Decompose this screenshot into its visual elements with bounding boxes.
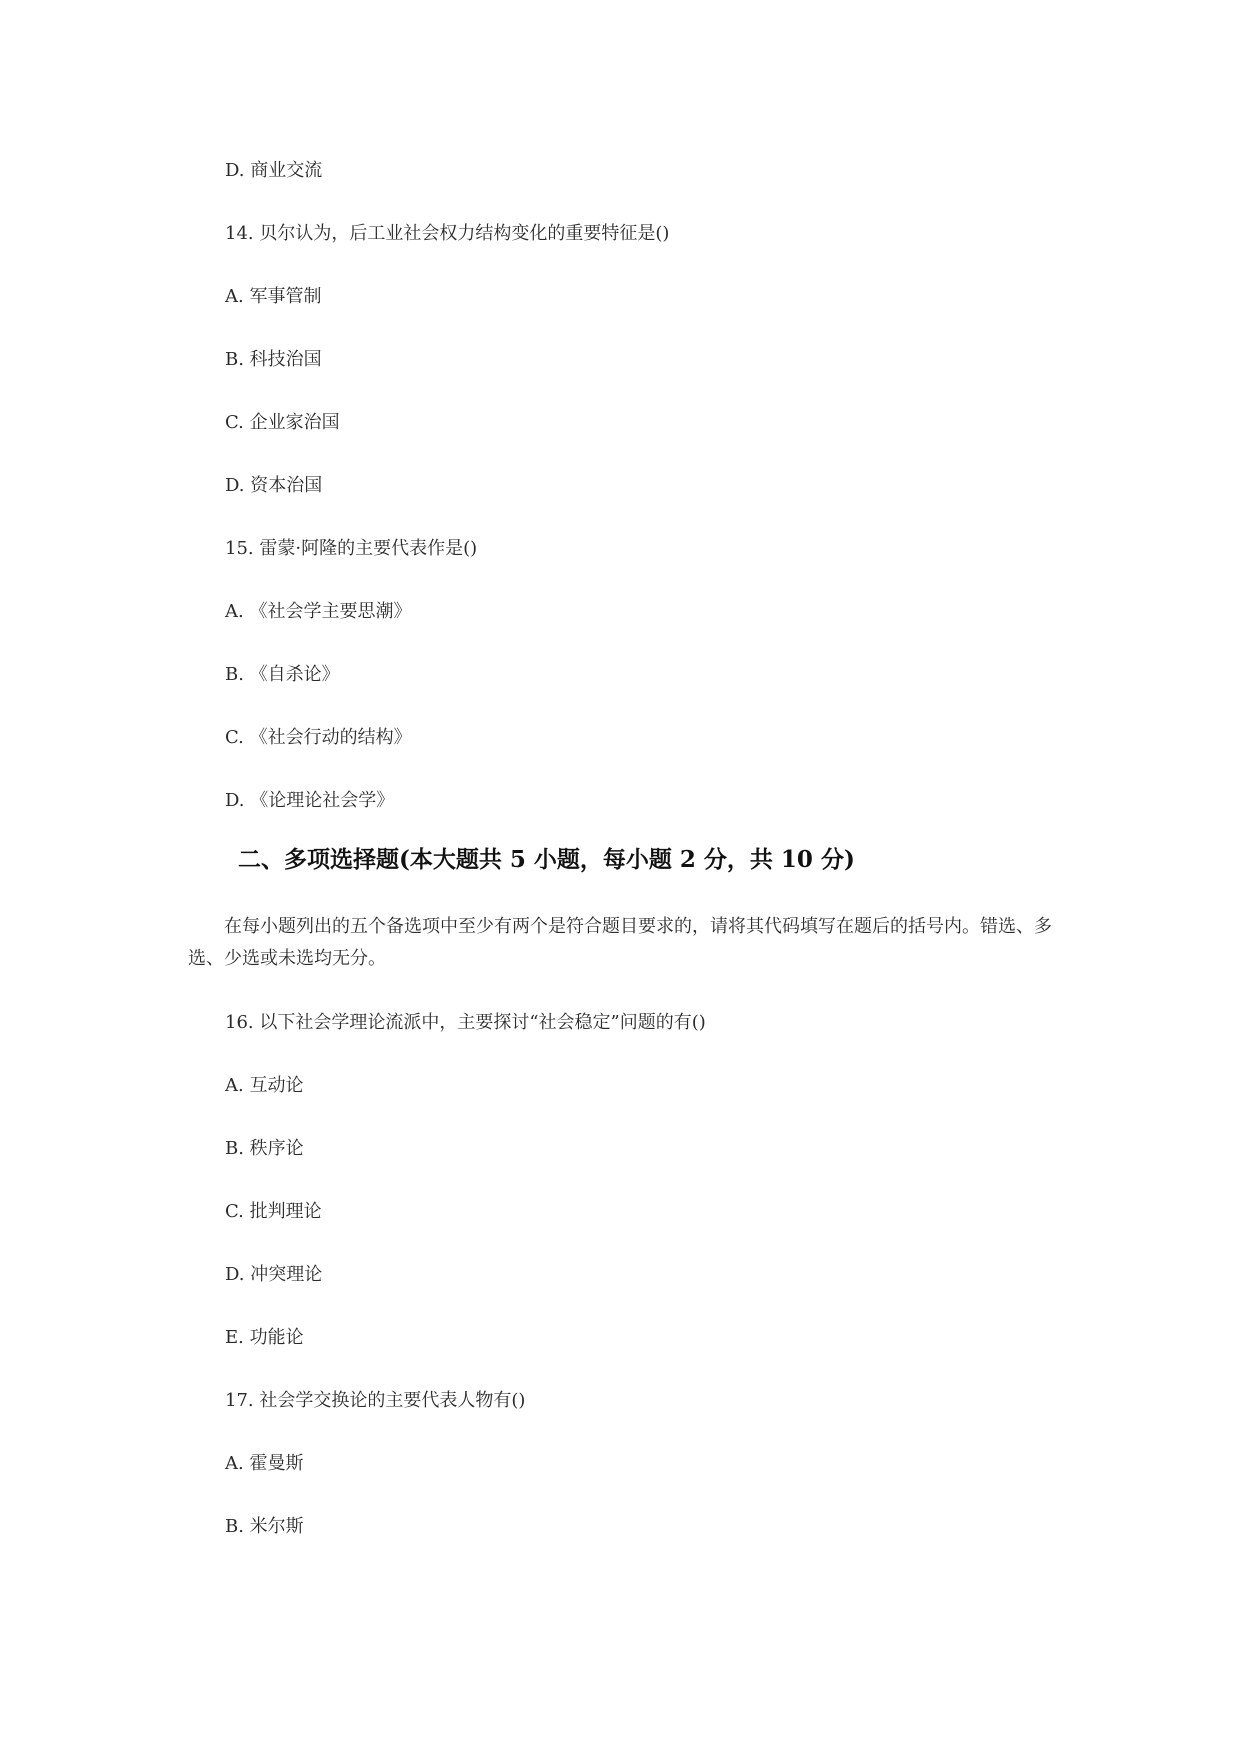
q14-stem: 14. 贝尔认为，后工业社会权力结构变化的重要特征是() <box>225 223 670 244</box>
q17-option-b: B. 米尔斯 <box>225 1516 304 1537</box>
q16-option-c: C. 批判理论 <box>225 1201 322 1222</box>
q15-option-b: B. 《自杀论》 <box>225 664 340 685</box>
q16-stem: 16. 以下社会学理论流派中，主要探讨“社会稳定”问题的有() <box>225 1012 706 1033</box>
q15-option-d: D. 《论理论社会学》 <box>225 790 395 811</box>
section-two-instructions <box>188 911 1068 975</box>
q14-option-c: C. 企业家治国 <box>225 412 340 433</box>
q15-option-a: A. 《社会学主要思潮》 <box>225 601 412 622</box>
q15-stem: 15. 雷蒙·阿隆的主要代表作是() <box>225 538 478 559</box>
q17-option-a: A. 霍曼斯 <box>225 1453 304 1474</box>
q16-option-d: D. 冲突理论 <box>225 1264 323 1285</box>
q17-stem: 17. 社会学交换论的主要代表人物有() <box>225 1390 526 1411</box>
q16-option-b: B. 秩序论 <box>225 1138 304 1159</box>
q14-option-b: B. 科技治国 <box>225 349 322 370</box>
q14-option-a: A. 军事管制 <box>225 286 322 307</box>
q16-option-e: E. 功能论 <box>225 1327 304 1348</box>
section-two-heading: 二、多项选择题(本大题共 5 小题，每小题 2 分，共 10 分) <box>238 846 855 873</box>
q15-option-c: C. 《社会行动的结构》 <box>225 727 412 748</box>
q13-option-d: D. 商业交流 <box>225 160 323 181</box>
q16-option-a: A. 互动论 <box>225 1075 304 1096</box>
q14-option-d: D. 资本治国 <box>225 475 323 496</box>
instructions-text: 在每小题列出的五个备选项中至少有两个是符合题目要求的，请将其代码填写在题后的括号内。错选、多选、少选或未选均无分。 <box>188 916 1052 969</box>
